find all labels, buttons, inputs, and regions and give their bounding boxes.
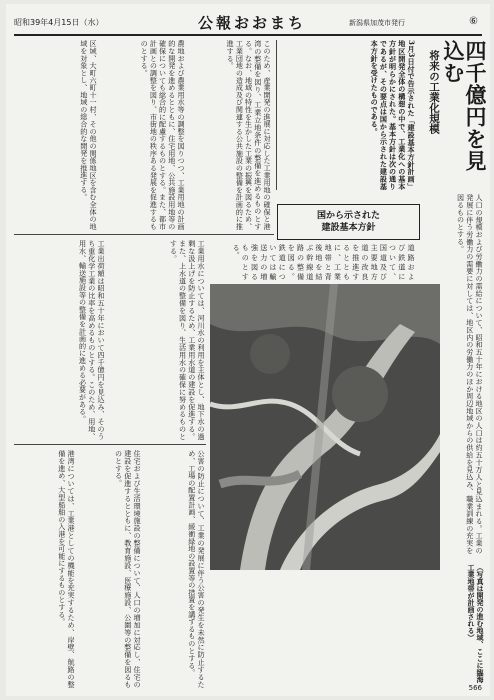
newsletter-name: 公報おおまち [198,14,307,32]
box-title [277,204,420,240]
page-header [14,12,482,36]
divider [14,444,206,445]
box-title-line-2: 建設基本方針 [321,223,376,233]
footer-page-number: 566 [468,684,482,692]
divider [276,40,277,190]
body-text-4: 工業出荷額は昭和五十年において四千億円を見込み、そのうち重化学工業の比率を高めるものとする。このため、用地、用水、輸送施設等の整備を計画的に進める必要がある。 [78,240,106,440]
photo-caption: （写真は開発の進む地域、ここに臨海工業地帯が計画される） [467,564,484,683]
body-text-5: 工業用水については、河川水の利用を主体とし、地下水の過剰な汲上げを防止するため、工業用水道の建設を促進する。また、上水道の整備を図り、生活用水の確保に努めるものとする。 [169,240,206,440]
box-title-line-1: 国から示された [316,211,380,221]
publisher: 新潟県加茂市発行 [349,19,405,27]
body-text-6: 道路および鉄道について、国道及び主要地方道の改良を推進するとともに、工業地帯と背後地を結ぶ幹線道路の整備を図る。鉄道については輸送力の増強を図るものとする。 [232,244,416,280]
article-subtitle: 将来の工業化規模 [428,50,440,134]
body-text-7: 港湾については、工業港としての機能を充実するため、岸壁、航路の整備を進め、大型船舶の入港を可能にするものとする。 [57,450,76,688]
issue-date: 昭和39年4月15日（水） [14,18,104,27]
page-number: ⑥ [469,16,478,27]
divider [14,234,274,235]
aerial-photo [210,284,440,570]
body-text-1: このため、産業開発の進展に対応した工業用地の確保と港湾の整備を図り、工業立地条件の整備を進めるものとする。なお、地域の特性を生かした工業の振興を図るため、工業団地の造成及び関連する公共施設の整備を計画的に推進する。 [226,40,272,230]
body-text-9: 公害の防止について、工業の発展に伴う公害の発生を未然に防止するため、工場の配置計画、緩衝緑地の設置等の措置を講ずるものとする。 [187,450,206,688]
article-title: 四千億円を見込む [441,40,488,172]
body-text-10: 区域、大町六町十一村、その他の関係地区を含む全体の地域を対象とし、地域の総合的な開発を推進する。 [79,40,98,230]
body-text-8: 住宅および生活環境施設の整備について、人口の増加に対応し、住宅の建設を促進するとともに、教育施設、医療施設、公園等の整備を図るものとする。 [114,450,142,688]
lead-paragraph: 3月3日付で告示された「建設基本方針計画」地区開発全体の構想の中で、工業化への基本方針が明らかにされた。基本方針は次の通りであるが、その要点は国から示された建設基本方針を受けたものである。 [370,40,416,190]
body-text-3: 人口の規模および労働力の需給について、昭和五十年における地区の人口は約五十万人と見込まれる。工業の発展に伴う労働力の需要に対しては、地区内の労働力のほか周辺地域からの供給を見込み、職業訓練の充実を図るものとする。 [456,194,484,554]
page [6,4,490,696]
body-text-2: 農地および農業用水等の調整を図りつつ、工業用地の計画的な開発を進めるとともに、住宅用地、公共施設用地等の確保についても総合的に配慮するものとする。また、都市計画との調整を図り、市街地の秩序ある発展を促進するものとする。 [140,40,186,230]
